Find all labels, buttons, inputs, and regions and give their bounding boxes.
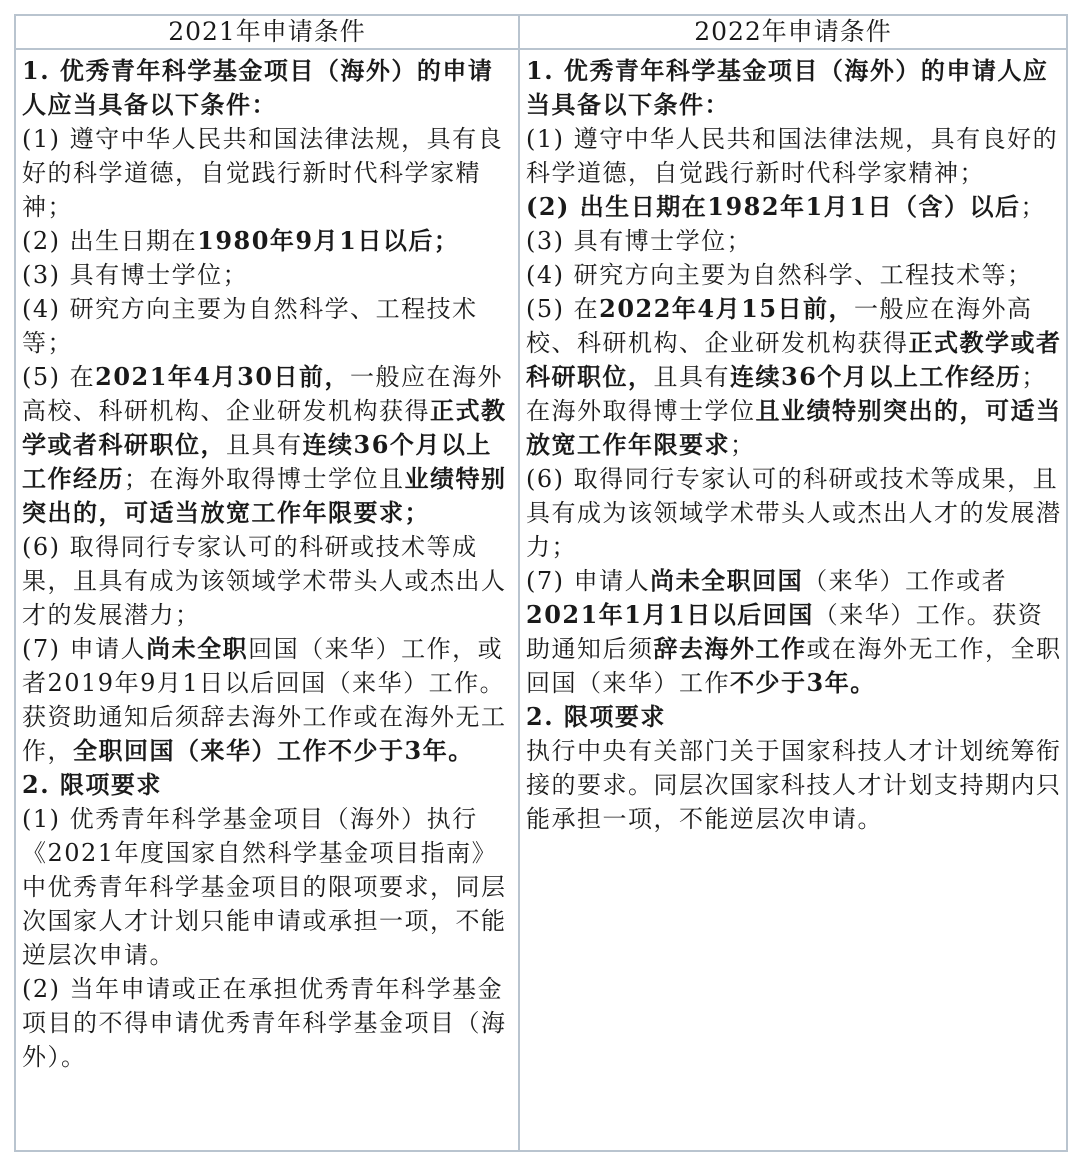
text-run: (3) 具有博士学位；: [526, 227, 753, 255]
col2021-paragraph: [22, 768, 514, 802]
bold-text-run: 且业绩特别突出的，可适当放宽工作年限要求: [526, 396, 1062, 459]
column-2022-conditions: [519, 49, 1067, 1151]
col2022-paragraph: [526, 54, 1062, 122]
bold-text-run: 正式教学或者科研职位，: [526, 328, 1062, 391]
text-run: ；在海外取得博士学位且: [124, 465, 405, 493]
text-run: （来华）工作或者: [803, 567, 1008, 595]
comparison-table: [14, 14, 1068, 1152]
col2022-paragraph: [526, 700, 1062, 734]
text-run: (1) 优秀青年科学基金项目（海外）执行《2021年度国家自然科学基金项目指南》中优秀青年科学基金项目的限项要求，同层次国家人才计划只能申请或承担一项，不能逆层次申请。: [22, 805, 507, 969]
bold-text-run: 不少于3年。: [730, 668, 876, 697]
bold-text-run: 正式教学或者科研职位，: [22, 396, 507, 459]
text-run: 回国（来华）工作，或者2019年9月1日以后回国（来华）工作。获资助通知后须辞去海外工作或在海外无工作，: [22, 635, 507, 765]
text-run: 或在海外无工作，全职回国（来华）工作: [526, 635, 1062, 697]
col2022-paragraph: [526, 462, 1062, 564]
text-run: 一般应在海外高校、科研机构、企业研发机构获得: [22, 363, 504, 425]
text-run: 且具有: [226, 431, 303, 459]
bold-text-run: 尚未全职: [146, 634, 249, 663]
col2021-paragraph: [22, 54, 514, 122]
text-run: (1) 遵守中华人民共和国法律法规，具有良好的科学道德，自觉践行新时代科学家精神；: [22, 125, 504, 221]
document-root: [14, 14, 1066, 1152]
bold-text-run: (2) 出生日期在1982年1月1日（含）以后: [526, 192, 1021, 221]
conditions-2021-list: [22, 54, 514, 1074]
text-run: (1) 遵守中华人民共和国法律法规，具有良好的科学道德，自觉践行新时代科学家精神；: [526, 125, 1059, 187]
col2022-paragraph: [526, 734, 1062, 836]
col2021-paragraph: [22, 292, 514, 360]
text-run: (4) 研究方向主要为自然科学、工程技术等；: [526, 261, 1033, 289]
conditions-2022-list: [526, 54, 1062, 836]
bold-text-run: 全职回国（来华）工作不少于3年。: [73, 736, 474, 765]
col2021-paragraph: [22, 802, 514, 972]
col2022-paragraph: [526, 258, 1062, 292]
text-run: 执行中央有关部门关于国家科技人才计划统筹衔接的要求。同层次国家科技人才计划支持期内只能承担一项，不能逆层次申请。: [526, 737, 1062, 833]
text-run: 且具有: [653, 363, 730, 391]
bold-text-run: 业绩特别突出的，可适当放宽工作年限要求；: [22, 464, 507, 527]
text-run: (7) 申请人: [22, 635, 147, 663]
column-2021-conditions: [15, 49, 519, 1151]
col2021-paragraph: [22, 360, 514, 530]
col2021-paragraph: [22, 972, 514, 1074]
text-run: （来华）工作。获资助通知后须: [526, 601, 1044, 663]
text-run: (7) 申请人: [526, 567, 651, 595]
text-run: (6) 取得同行专家认可的科研或技术等成果，且具有成为该领域学术带头人或杰出人才的发展潜力；: [526, 465, 1062, 561]
col2021-paragraph: [22, 530, 514, 632]
bold-text-run: 2021年1月1日以后回国: [526, 600, 814, 629]
col2022-paragraph: [526, 292, 1062, 462]
col2022-paragraph: [526, 224, 1062, 258]
bold-text-run: 2022年4月15日前，: [599, 294, 855, 323]
text-run: (5) 在: [526, 295, 600, 323]
text-run: (6) 取得同行专家认可的科研或技术等成果，且具有成为该领域学术带头人或杰出人才的发展潜力；: [22, 533, 507, 629]
bold-text-run: 1. 优秀青年科学基金项目（海外）的申请人应当具备以下条件：: [526, 56, 1049, 119]
bold-text-run: 连续36个月以上工作经历: [22, 430, 492, 493]
col2022-paragraph: [526, 122, 1062, 190]
text-run: (4) 研究方向主要为自然科学、工程技术等；: [22, 295, 478, 357]
col2022-paragraph: [526, 564, 1062, 700]
text-run: (2) 出生日期在: [22, 227, 198, 255]
bold-text-run: 2. 限项要求: [526, 702, 666, 731]
bold-text-run: 2021年4月30日前，: [95, 362, 351, 391]
text-run: ；在海外取得博士学位: [526, 363, 1047, 425]
bold-text-run: 尚未全职回国: [650, 566, 804, 595]
header-row: [15, 15, 1067, 49]
text-run: ；: [1020, 193, 1046, 221]
content-row: [15, 49, 1067, 1151]
col2021-paragraph: [22, 632, 514, 768]
col2021-paragraph: [22, 224, 514, 258]
col2021-paragraph: [22, 258, 514, 292]
text-run: (3) 具有博士学位；: [22, 261, 249, 289]
bold-text-run: 2. 限项要求: [22, 770, 162, 799]
text-run: (2) 当年申请或正在承担优秀青年科学基金项目的不得申请优秀青年科学基金项目（海外）。: [22, 975, 507, 1071]
header-2021: 2021年申请条件: [15, 15, 519, 49]
bold-text-run: 辞去海外工作: [653, 634, 807, 663]
header-2022: 2022年申请条件: [519, 15, 1067, 49]
text-run: ；: [730, 431, 756, 459]
text-run: (5) 在: [22, 363, 96, 391]
col2021-paragraph: [22, 122, 514, 224]
bold-text-run: 连续36个月以上工作经历: [730, 362, 1022, 391]
bold-text-run: 1980年9月1日以后；: [197, 226, 460, 255]
col2022-paragraph: [526, 190, 1062, 224]
bold-text-run: 1. 优秀青年科学基金项目（海外）的申请人应当具备以下条件：: [22, 56, 494, 119]
text-run: 一般应在海外高校、科研机构、企业研发机构获得: [526, 295, 1033, 357]
